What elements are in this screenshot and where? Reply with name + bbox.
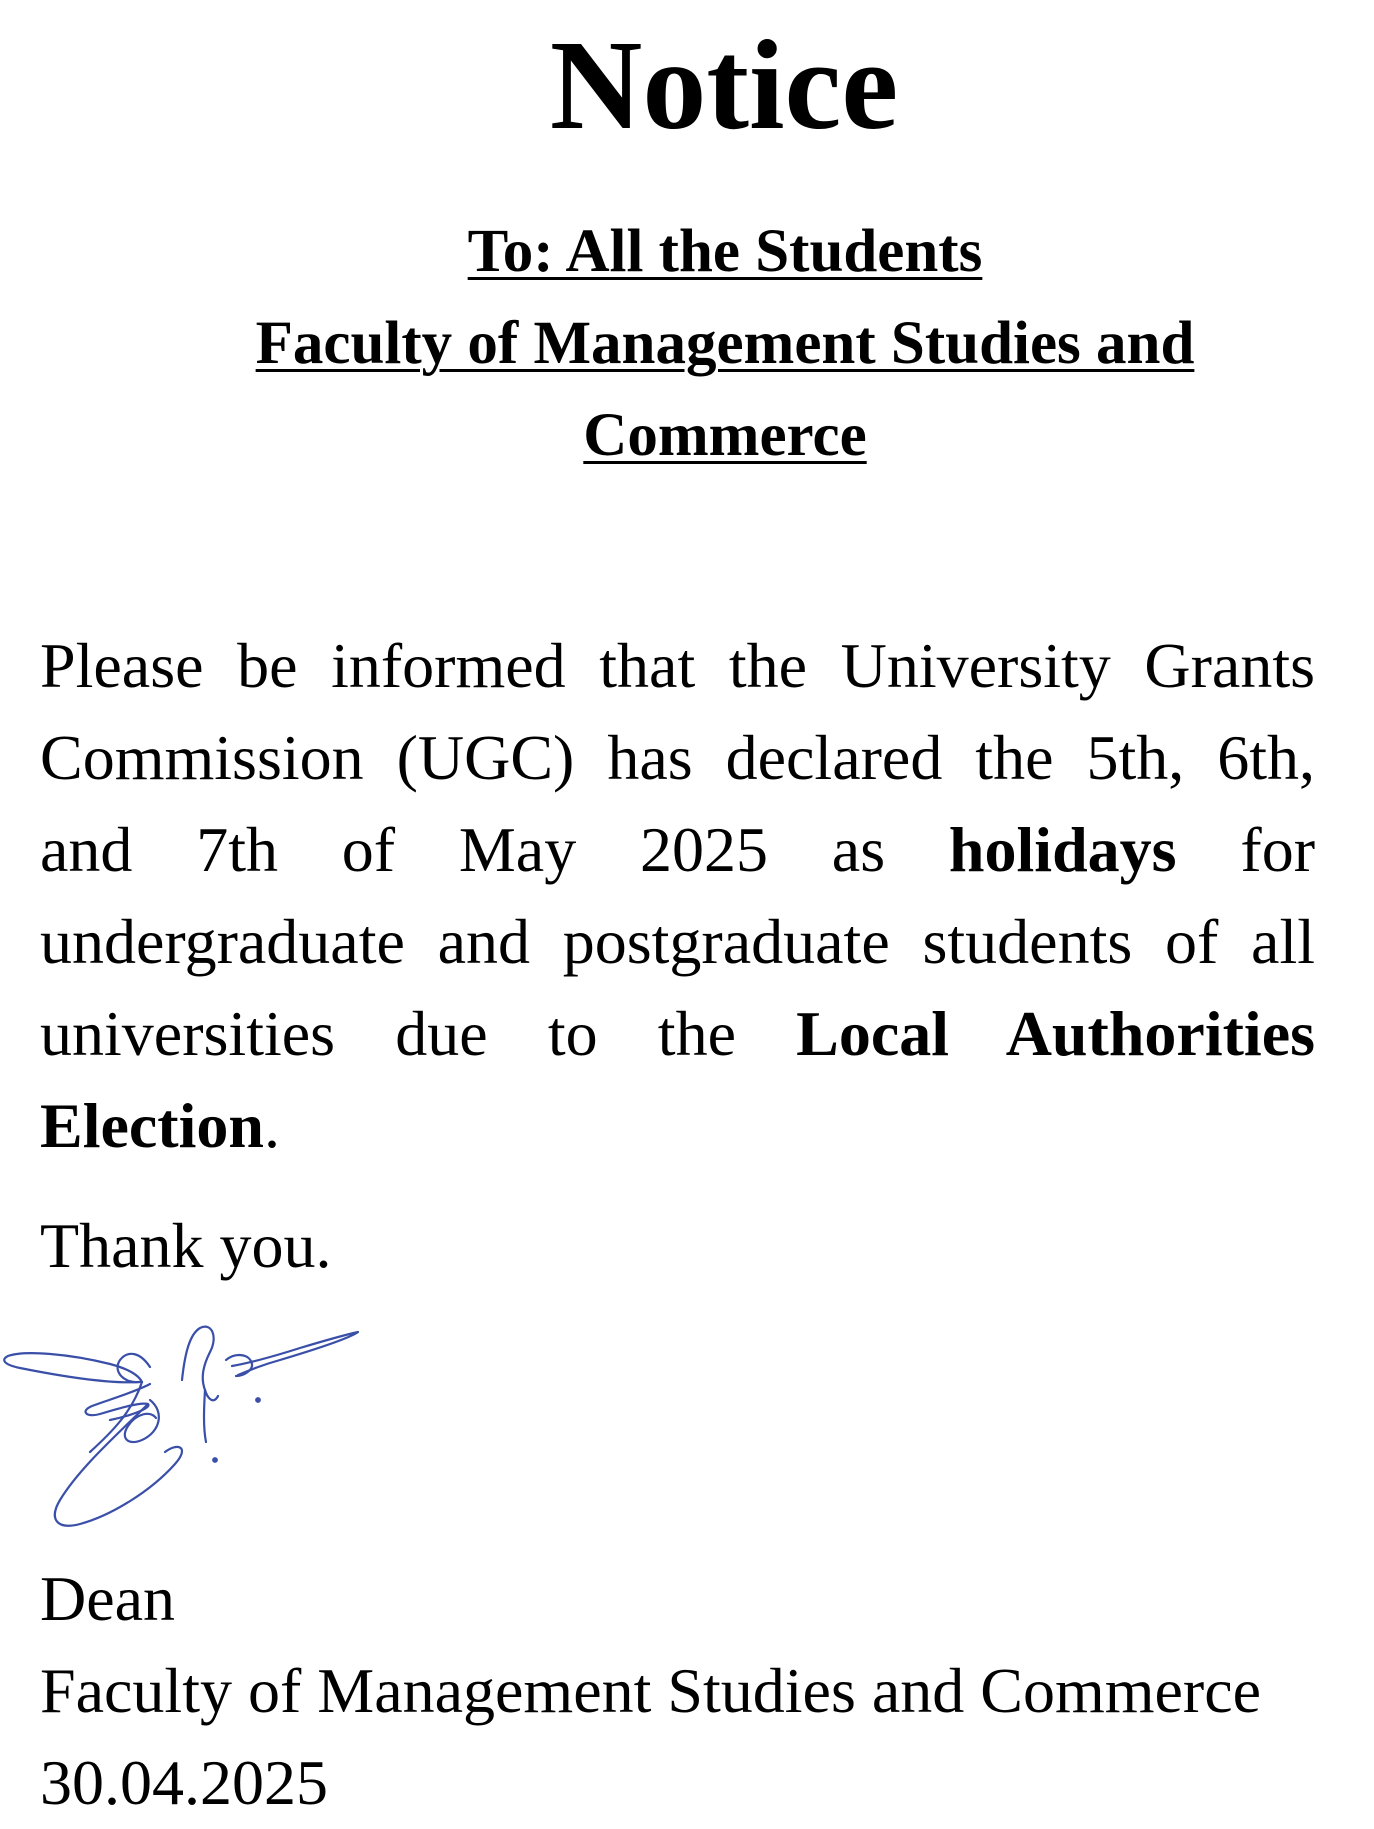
recipient-block bbox=[140, 206, 1310, 482]
body-part-1: Please be informed that the University Grants Commission (UGC) has declared the 5th, 6th, and 7th of May 2025 as bbox=[40, 630, 1315, 885]
notice-date: 30.04.2025 bbox=[40, 1747, 328, 1818]
body-part-2: for undergraduate and postgraduate students of all universities due to the bbox=[40, 814, 1316, 1069]
faculty-line-2: Commerce bbox=[583, 402, 867, 469]
signatory-block bbox=[40, 1553, 1261, 1829]
signature-icon bbox=[0, 1292, 380, 1552]
faculty-line-1: Faculty of Management Studies and bbox=[255, 310, 1195, 377]
notice-title: Notice bbox=[549, 14, 899, 156]
holidays-emphasis: holidays bbox=[948, 814, 1177, 885]
body-part-3: . bbox=[263, 1090, 280, 1161]
election-emphasis: Local Authorities Election bbox=[40, 998, 1316, 1161]
signatory-title: Dean bbox=[40, 1563, 176, 1634]
closing-text: Thank you. bbox=[40, 1210, 332, 1281]
to-line: To: All the Students bbox=[467, 218, 983, 285]
notice-body bbox=[40, 620, 1315, 1172]
signatory-faculty: Faculty of Management Studies and Commerce bbox=[40, 1655, 1262, 1726]
